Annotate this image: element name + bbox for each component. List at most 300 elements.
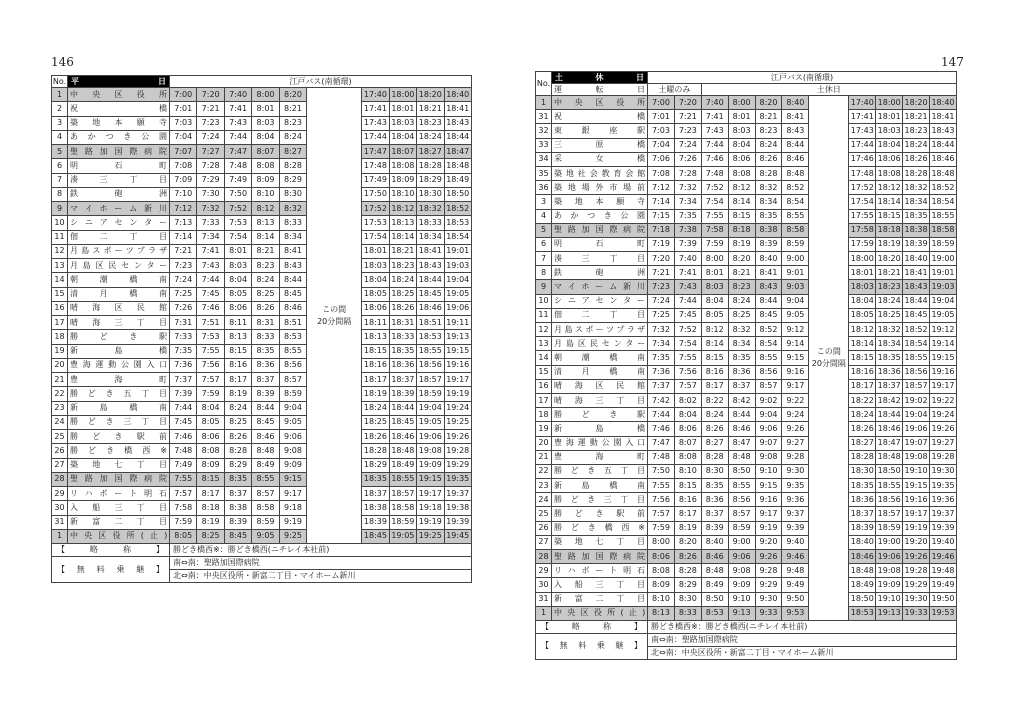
departure-time: 7:59 <box>701 237 728 251</box>
departure-time: 8:52 <box>755 323 782 337</box>
departure-time: 18:24 <box>417 130 444 144</box>
departure-time: 7:34 <box>197 230 224 244</box>
table-row <box>536 493 957 507</box>
departure-time: 18:44 <box>930 138 957 152</box>
departure-time: 7:57 <box>170 487 197 501</box>
departure-time: 19:13 <box>876 606 903 620</box>
departure-time: 7:21 <box>648 266 675 280</box>
departure-time: 8:57 <box>279 373 306 387</box>
departure-time: 18:30 <box>849 464 876 478</box>
departure-time: 19:24 <box>444 401 472 415</box>
departure-time: 18:23 <box>876 280 903 294</box>
departure-time: 18:09 <box>389 173 416 187</box>
departure-time: 18:48 <box>849 564 876 578</box>
departure-time: 9:30 <box>755 592 782 606</box>
stop-name: リハポート明石 <box>552 564 648 578</box>
stop-number: 3 <box>536 195 552 209</box>
departure-time: 18:57 <box>417 373 444 387</box>
departure-time: 7:49 <box>224 173 251 187</box>
departure-time: 18:13 <box>389 216 416 230</box>
departure-time: 18:31 <box>389 316 416 330</box>
departure-time: 18:57 <box>389 487 416 501</box>
departure-time: 8:58 <box>252 501 279 515</box>
departure-time: 7:44 <box>701 138 728 152</box>
table-row <box>536 124 957 138</box>
departure-time: 9:50 <box>782 592 809 606</box>
departure-time: 9:08 <box>279 444 306 458</box>
departure-time: 8:26 <box>674 550 701 564</box>
table-row <box>52 273 472 287</box>
stop-name: マイホーム新川 <box>68 202 170 216</box>
departure-time: 17:41 <box>849 110 876 124</box>
departure-time: 18:32 <box>903 181 930 195</box>
departure-time: 19:35 <box>930 479 957 493</box>
departure-time: 8:28 <box>755 166 782 180</box>
departure-time: 18:27 <box>417 145 444 159</box>
stop-name: 築地社会教育会館 <box>552 166 648 180</box>
departure-time: 19:14 <box>930 337 957 351</box>
departure-time: 18:37 <box>389 373 416 387</box>
departure-time: 8:06 <box>197 430 224 444</box>
table-row <box>52 202 472 216</box>
departure-time: 8:44 <box>728 408 755 422</box>
departure-time: 18:29 <box>417 173 444 187</box>
table-row <box>536 209 957 223</box>
departure-time: 8:00 <box>728 96 755 110</box>
departure-time: 8:04 <box>252 130 279 144</box>
departure-time: 18:28 <box>417 159 444 173</box>
departure-time: 18:23 <box>417 116 444 130</box>
departure-time: 8:12 <box>728 181 755 195</box>
departure-time: 8:01 <box>728 110 755 124</box>
stop-number: 29 <box>52 487 68 501</box>
stop-name: 晴海区民館 <box>68 301 170 315</box>
departure-time: 8:45 <box>252 415 279 429</box>
departure-time: 19:09 <box>876 578 903 592</box>
departure-time: 8:39 <box>701 521 728 535</box>
departure-time: 19:05 <box>389 529 416 543</box>
departure-time: 8:42 <box>728 393 755 407</box>
departure-time: 7:07 <box>170 145 197 159</box>
operator-header: 江戸バス(南循環) <box>170 76 472 88</box>
stop-name: 築地場外市場前 <box>552 181 648 195</box>
departure-time: 8:08 <box>197 444 224 458</box>
departure-time: 7:39 <box>170 387 197 401</box>
day-type-header: 土 休 日 <box>552 72 648 84</box>
departure-time: 7:44 <box>674 294 701 308</box>
departure-time: 8:04 <box>674 408 701 422</box>
departure-time: 7:40 <box>701 96 728 110</box>
departure-time: 8:43 <box>279 259 306 273</box>
stop-number: 19 <box>536 422 552 436</box>
departure-time: 18:48 <box>444 159 472 173</box>
departure-time: 7:55 <box>674 351 701 365</box>
table-row <box>536 152 957 166</box>
departure-time: 7:38 <box>674 223 701 237</box>
departure-time: 17:48 <box>362 159 389 173</box>
stop-name: 勝どき駅 <box>552 408 648 422</box>
departure-time: 7:28 <box>197 159 224 173</box>
interval-note: この間 20分間隔 <box>307 88 362 544</box>
departure-time: 18:24 <box>362 401 389 415</box>
stop-name: 勝どき駅前 <box>552 507 648 521</box>
departure-time: 8:39 <box>224 515 251 529</box>
departure-time: 19:26 <box>903 550 930 564</box>
departure-time: 7:13 <box>170 216 197 230</box>
stop-name: 朝潮橋南 <box>68 273 170 287</box>
departure-time: 7:20 <box>197 88 224 102</box>
departure-time: 18:15 <box>876 209 903 223</box>
stop-name: 築地七丁目 <box>68 458 170 472</box>
free-transfer-line: 北⇔南：中央区役所・新富二丁目・マイホーム新川 <box>648 646 957 659</box>
departure-time: 7:34 <box>674 195 701 209</box>
table-row <box>536 294 957 308</box>
departure-time: 8:01 <box>224 244 251 258</box>
departure-time: 8:53 <box>279 330 306 344</box>
departure-time: 18:40 <box>444 88 472 102</box>
departure-time: 7:48 <box>170 444 197 458</box>
departure-time: 8:44 <box>755 294 782 308</box>
departure-time: 18:26 <box>849 422 876 436</box>
departure-time: 19:05 <box>417 415 444 429</box>
departure-time: 18:18 <box>876 223 903 237</box>
departure-time: 8:05 <box>701 308 728 322</box>
departure-time: 17:58 <box>849 223 876 237</box>
departure-time: 19:26 <box>444 430 472 444</box>
table-row <box>52 301 472 315</box>
stop-number: 20 <box>52 358 68 372</box>
departure-time: 8:04 <box>197 401 224 415</box>
departure-time: 9:24 <box>782 408 809 422</box>
weekday-stop-rows <box>52 88 472 544</box>
departure-time: 8:55 <box>782 209 809 223</box>
table-row <box>536 138 957 152</box>
departure-time: 18:21 <box>417 102 444 116</box>
stop-number: 10 <box>52 216 68 230</box>
departure-time: 19:17 <box>930 379 957 393</box>
departure-time: 8:19 <box>728 237 755 251</box>
stop-number: 1 <box>536 606 552 620</box>
departure-time: 19:37 <box>930 507 957 521</box>
departure-time: 18:15 <box>362 344 389 358</box>
departure-time: 17:41 <box>362 102 389 116</box>
departure-time: 8:00 <box>701 252 728 266</box>
stop-number: 27 <box>536 535 552 549</box>
departure-time: 18:23 <box>389 259 416 273</box>
table-row <box>536 564 957 578</box>
departure-time: 18:52 <box>903 323 930 337</box>
stop-number: 1 <box>52 88 68 102</box>
departure-time: 8:38 <box>755 223 782 237</box>
departure-time: 8:03 <box>728 124 755 138</box>
no-header: No. <box>52 76 67 86</box>
departure-time: 18:41 <box>903 266 930 280</box>
departure-time: 19:15 <box>417 472 444 486</box>
departure-time: 18:12 <box>849 323 876 337</box>
departure-time: 7:40 <box>224 88 251 102</box>
departure-time: 7:44 <box>648 408 675 422</box>
stop-name: 新島橋 <box>552 422 648 436</box>
departure-time: 7:06 <box>648 152 675 166</box>
stop-number: 8 <box>536 266 552 280</box>
departure-time: 7:32 <box>674 181 701 195</box>
departure-time: 17:40 <box>849 96 876 110</box>
departure-time: 18:14 <box>876 195 903 209</box>
stop-number: 18 <box>52 330 68 344</box>
departure-time: 9:17 <box>755 507 782 521</box>
departure-time: 8:55 <box>755 351 782 365</box>
departure-time: 7:29 <box>197 173 224 187</box>
stop-name: 佃二丁目 <box>68 230 170 244</box>
departure-time: 8:06 <box>674 422 701 436</box>
departure-time: 9:00 <box>782 252 809 266</box>
departure-time: 9:09 <box>279 458 306 472</box>
table-row <box>52 116 472 130</box>
departure-time: 19:06 <box>903 422 930 436</box>
departure-time: 9:19 <box>279 515 306 529</box>
departure-time: 18:28 <box>849 450 876 464</box>
departure-time: 8:37 <box>701 507 728 521</box>
departure-time: 18:56 <box>903 365 930 379</box>
departure-time: 8:46 <box>252 430 279 444</box>
departure-time: 9:35 <box>782 479 809 493</box>
stop-number: 32 <box>536 124 552 138</box>
departure-time: 8:02 <box>674 393 701 407</box>
departure-time: 18:58 <box>389 501 416 515</box>
departure-time: 18:20 <box>417 88 444 102</box>
departure-time: 19:27 <box>930 436 957 450</box>
departure-time: 18:55 <box>389 472 416 486</box>
departure-time: 19:25 <box>444 415 472 429</box>
departure-time: 7:00 <box>648 96 675 110</box>
table-row <box>536 337 957 351</box>
table-row <box>536 606 957 620</box>
departure-time: 18:47 <box>876 436 903 450</box>
departure-time: 8:13 <box>648 606 675 620</box>
departure-time: 18:40 <box>903 252 930 266</box>
stop-name: 新島橋南 <box>68 401 170 415</box>
departure-time: 18:33 <box>389 330 416 344</box>
departure-time: 7:24 <box>674 138 701 152</box>
departure-time: 8:55 <box>279 344 306 358</box>
stop-number: 30 <box>536 578 552 592</box>
departure-time: 9:05 <box>279 415 306 429</box>
departure-time: 19:37 <box>444 487 472 501</box>
departure-time: 7:43 <box>224 116 251 130</box>
operator-header: 江戸バス(南循環) <box>648 72 957 84</box>
departure-time: 8:45 <box>224 529 251 543</box>
departure-time: 18:36 <box>389 358 416 372</box>
departure-time: 18:43 <box>417 259 444 273</box>
departure-time: 8:16 <box>701 365 728 379</box>
departure-time: 8:24 <box>728 294 755 308</box>
departure-time: 8:38 <box>224 501 251 515</box>
departure-time: 7:21 <box>674 110 701 124</box>
departure-time: 8:39 <box>755 237 782 251</box>
departure-time: 18:33 <box>417 216 444 230</box>
holiday-stop-rows <box>536 96 957 621</box>
departure-time: 8:35 <box>224 472 251 486</box>
departure-time: 9:33 <box>755 606 782 620</box>
departure-time: 7:59 <box>170 515 197 529</box>
departure-time: 7:54 <box>701 195 728 209</box>
abbreviation-label: 【 略 称 】 <box>536 620 648 633</box>
departure-time: 7:26 <box>674 152 701 166</box>
departure-time: 7:59 <box>648 521 675 535</box>
departure-time: 18:57 <box>876 507 903 521</box>
departure-time: 19:15 <box>930 351 957 365</box>
departure-time: 9:25 <box>279 529 306 543</box>
departure-time: 19:13 <box>444 330 472 344</box>
departure-time: 18:38 <box>903 223 930 237</box>
departure-time: 7:39 <box>674 237 701 251</box>
weekday-timetable <box>51 75 472 583</box>
stop-number: 27 <box>52 458 68 472</box>
departure-time: 18:52 <box>930 181 957 195</box>
departure-time: 18:21 <box>876 266 903 280</box>
stop-name: 聖路加国際病院 <box>68 472 170 486</box>
departure-time: 8:12 <box>252 202 279 216</box>
departure-time: 19:03 <box>930 280 957 294</box>
departure-time: 9:17 <box>279 487 306 501</box>
departure-time: 17:47 <box>362 145 389 159</box>
departure-time: 18:36 <box>876 365 903 379</box>
departure-time: 19:19 <box>417 515 444 529</box>
departure-time: 18:07 <box>389 145 416 159</box>
departure-time: 18:06 <box>876 152 903 166</box>
departure-time: 7:23 <box>648 280 675 294</box>
departure-time: 9:28 <box>755 564 782 578</box>
departure-time: 18:24 <box>876 294 903 308</box>
table-row <box>536 507 957 521</box>
departure-time: 7:03 <box>648 124 675 138</box>
table-row <box>52 88 472 102</box>
departure-time: 9:07 <box>755 436 782 450</box>
table-row <box>52 387 472 401</box>
stop-number: 10 <box>536 294 552 308</box>
stop-name: 新島橋 <box>68 344 170 358</box>
departure-time: 8:54 <box>755 337 782 351</box>
stop-name: 晴海区民館 <box>552 379 648 393</box>
departure-time: 19:10 <box>876 592 903 606</box>
departure-time: 8:19 <box>224 387 251 401</box>
stop-name: リハポート明石 <box>68 487 170 501</box>
departure-time: 19:04 <box>930 294 957 308</box>
departure-time: 18:04 <box>362 273 389 287</box>
departure-time: 8:32 <box>755 181 782 195</box>
departure-time: 18:38 <box>362 501 389 515</box>
departure-time: 7:41 <box>224 102 251 116</box>
departure-time: 9:19 <box>755 521 782 535</box>
departure-time: 8:50 <box>728 464 755 478</box>
departure-time: 8:30 <box>701 464 728 478</box>
departure-time: 8:58 <box>782 223 809 237</box>
departure-time: 8:59 <box>782 237 809 251</box>
departure-time: 8:14 <box>728 195 755 209</box>
departure-time: 19:05 <box>444 287 472 301</box>
departure-time: 9:36 <box>782 493 809 507</box>
departure-time: 18:15 <box>849 351 876 365</box>
departure-time: 18:45 <box>389 415 416 429</box>
departure-time: 8:35 <box>728 351 755 365</box>
departure-time: 17:53 <box>362 216 389 230</box>
departure-time: 17:54 <box>849 195 876 209</box>
departure-time: 8:19 <box>197 515 224 529</box>
departure-time: 19:17 <box>903 507 930 521</box>
departure-time: 7:55 <box>648 479 675 493</box>
departure-time: 8:21 <box>279 102 306 116</box>
departure-time: 19:04 <box>903 408 930 422</box>
departure-time: 18:17 <box>849 379 876 393</box>
departure-time: 19:03 <box>444 259 472 273</box>
table-row <box>52 287 472 301</box>
departure-time: 8:43 <box>782 124 809 138</box>
departure-time: 19:20 <box>903 535 930 549</box>
departure-time: 7:48 <box>648 450 675 464</box>
table-row <box>536 266 957 280</box>
departure-time: 19:01 <box>930 266 957 280</box>
departure-time: 8:53 <box>701 606 728 620</box>
departure-time: 8:30 <box>279 187 306 201</box>
departure-time: 18:49 <box>849 578 876 592</box>
departure-time: 18:03 <box>362 259 389 273</box>
departure-time: 18:23 <box>903 124 930 138</box>
departure-time: 7:52 <box>224 202 251 216</box>
departure-time: 8:32 <box>279 202 306 216</box>
table-row <box>52 373 472 387</box>
departure-time: 9:37 <box>782 507 809 521</box>
departure-time: 19:22 <box>930 393 957 407</box>
departure-time: 19:07 <box>903 436 930 450</box>
departure-time: 8:28 <box>701 450 728 464</box>
departure-time: 7:25 <box>648 308 675 322</box>
departure-time: 8:24 <box>755 138 782 152</box>
departure-time: 18:49 <box>444 173 472 187</box>
departure-time: 9:40 <box>782 535 809 549</box>
departure-time: 8:08 <box>674 450 701 464</box>
departure-time: 8:11 <box>224 316 251 330</box>
departure-time: 8:20 <box>279 88 306 102</box>
stop-number: 14 <box>52 273 68 287</box>
stop-number: 28 <box>52 472 68 486</box>
departure-time: 8:06 <box>648 550 675 564</box>
stop-name: あかつき公園 <box>68 130 170 144</box>
departure-time: 17:44 <box>362 130 389 144</box>
departure-time: 8:46 <box>728 422 755 436</box>
page-number-left: 146 <box>51 55 74 69</box>
departure-time: 18:24 <box>389 273 416 287</box>
table-row <box>536 280 957 294</box>
table-row <box>536 408 957 422</box>
departure-time: 18:04 <box>849 294 876 308</box>
stop-number: 19 <box>52 344 68 358</box>
holiday-label: 土休日 <box>701 84 956 96</box>
departure-time: 18:00 <box>389 88 416 102</box>
departure-time: 8:54 <box>782 195 809 209</box>
departure-time: 18:14 <box>849 337 876 351</box>
departure-time: 8:24 <box>701 408 728 422</box>
departure-time: 8:57 <box>755 379 782 393</box>
departure-time: 9:04 <box>279 401 306 415</box>
stop-number: 21 <box>52 373 68 387</box>
table-row <box>52 444 472 458</box>
departure-time: 9:39 <box>782 521 809 535</box>
departure-time: 7:00 <box>170 88 197 102</box>
departure-time: 18:04 <box>876 138 903 152</box>
table-row <box>536 550 957 564</box>
departure-time: 18:26 <box>362 430 389 444</box>
table-row <box>52 316 472 330</box>
